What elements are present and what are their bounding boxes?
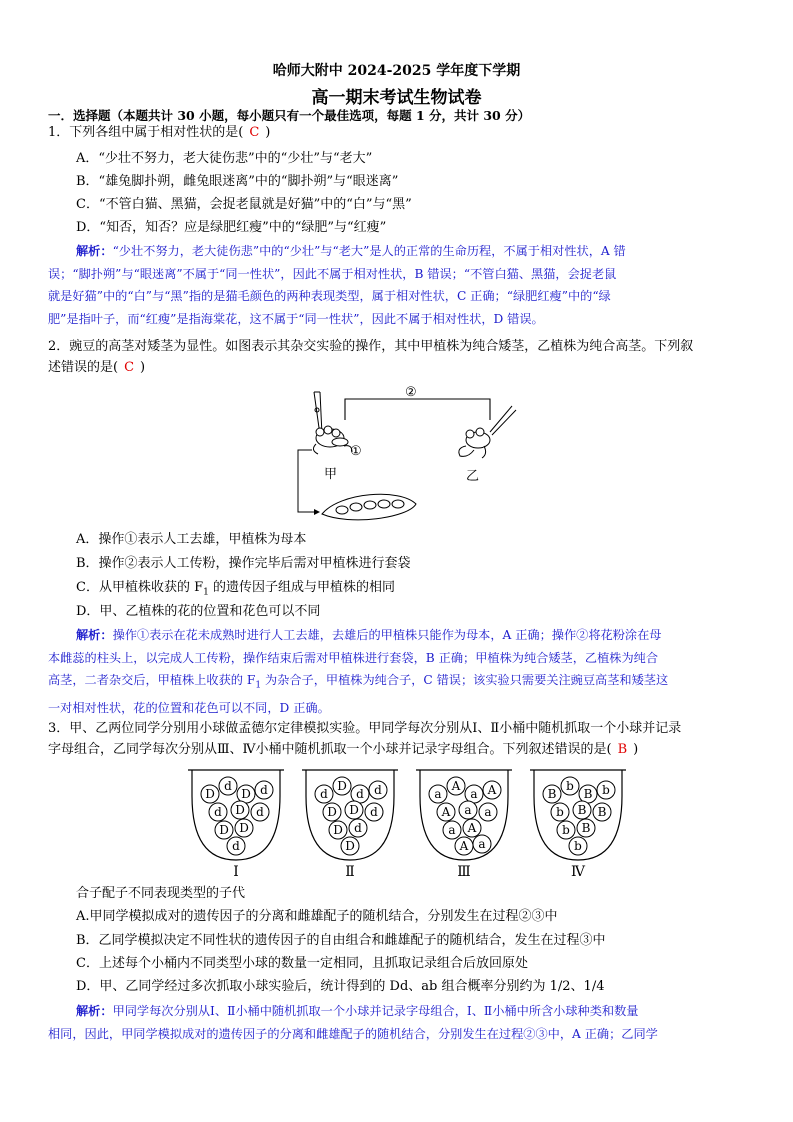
q2-exp-label: 解析： (76, 628, 113, 642)
ball-label: B (547, 787, 557, 801)
q2-exp-line: 本雌蕊的柱头上，以完成人工传粉，操作结束后需对甲植株进行套袋，B 正确；甲植株为纯合矮茎，乙植株为纯合 (48, 650, 659, 665)
op1-label: ① (350, 444, 362, 459)
ball-label: d (356, 787, 364, 801)
q2-stem-line: 述错误的是( (48, 360, 119, 375)
ball-label: D (205, 787, 215, 801)
ball-label: A (487, 783, 497, 797)
q2-option-c (76, 577, 756, 604)
label-yi: 乙 (466, 469, 480, 484)
q1-explanation (48, 240, 748, 330)
q3-stem (48, 718, 748, 760)
ball-label: B (597, 805, 607, 819)
ball-label: a (484, 805, 492, 819)
q3-exp-label: 解析： (76, 1004, 113, 1018)
q2-option-c-sub: 1 (203, 587, 209, 598)
ball-label: D (239, 821, 249, 835)
q3-option-d: D．甲、乙同学经过多次抓取小球实验后，统计得到的 Dd、ab 组合概率分别约为 1/2、1/4 (76, 979, 605, 994)
q1-exp-line: “少壮不努力，老大徒伤悲”中的“少壮”与“老大”是人的正常的生命历程，不属于相对性状，A 错 (112, 244, 626, 258)
bucket (416, 770, 512, 880)
q3-stem-line: 3．甲、乙两位同学分别用小球做孟德尔定律模拟实验。甲同学每次分别从Ⅰ、Ⅱ小桶中随机抓取一个小球并记录 (48, 721, 682, 736)
q2-exp-line: 一对相对性状，花的位置和花色可以不同，D 正确。 (48, 701, 330, 716)
ball-label: b (574, 839, 582, 853)
ball-label: a (464, 803, 472, 817)
bucket (302, 770, 398, 880)
q3-exp-line: 甲同学每次分别从Ⅰ、Ⅱ小桶中随机抓取一个小球并记录字母组合，Ⅰ、Ⅱ小桶中所含小球种类和数量 (112, 1004, 639, 1018)
q2-stem (48, 336, 748, 378)
ball-label: A (459, 839, 469, 853)
ball-label: b (602, 783, 610, 797)
ball-label: D (219, 823, 229, 837)
bucket-label: Ⅱ (345, 864, 355, 880)
q1-exp-line: 误；“脚扑朔”与“眼迷离”不属于“同一性状”，因此不属于相对性状，B 错误；“不管白猫、黑猫，会捉老鼠 (48, 266, 617, 281)
q1-stem-close: ) (265, 125, 271, 140)
ball-label: a (470, 787, 478, 801)
flower-yi-icon (459, 428, 490, 458)
ball-label: b (566, 779, 574, 793)
ball-label: d (354, 821, 362, 835)
q2-stem-line: 2．豌豆的高茎对矮茎为显性。如图表示其杂交实验的操作，其中甲植株为纯合矮茎，乙植株为纯合高茎。下列叙 (48, 339, 694, 354)
q1-stem-text: 1．下列各组中属于相对性状的是( (48, 125, 244, 140)
q2-exp-line: 高茎，二者杂交后，甲植株上收获的 F (48, 673, 256, 688)
bucket-label: Ⅰ (233, 864, 239, 880)
op2-label: ② (405, 385, 417, 400)
pea-pod-icon (322, 494, 416, 520)
ball-label: D (241, 787, 251, 801)
q3-option-b: B．乙同学模拟决定不同性状的遗传因子的自由组合和雌雄配子的随机结合，发生在过程③中 (76, 933, 606, 948)
q3-option-a: A.甲同学模拟成对的遗传因子的分离和雌雄配子的随机结合，分别发生在过程②③中 (76, 909, 558, 924)
ball-label: B (583, 787, 593, 801)
q2-exp-line: 为杂合子，甲植株为纯合子，C 错误；该实验只需要关注豌豆高茎和矮茎这 (261, 673, 669, 688)
ball-label: b (556, 805, 564, 819)
ball-label: A (441, 805, 451, 819)
ball-label: D (345, 839, 355, 853)
forceps-right-icon (490, 406, 516, 435)
ball-label: d (320, 787, 328, 801)
bucket-label: Ⅲ (457, 864, 471, 880)
flower-jia-icon (313, 426, 352, 454)
q2-cross-diagram (290, 380, 530, 530)
bucket (530, 770, 626, 880)
ball-label: d (370, 805, 378, 819)
q1-option-d: D．“知否，知否？应是绿肥红瘦”中的“绿肥”与“红瘦” (76, 220, 387, 235)
ball-label: b (562, 823, 570, 837)
ball-label: d (214, 805, 222, 819)
ball-label: D (235, 803, 245, 817)
q3-stem-line: 字母组合，乙同学每次分别从Ⅲ、Ⅳ小桶中随机抓取一个小球并记录字母组合。下列叙述错误的是( (48, 742, 612, 757)
bucket (188, 770, 284, 880)
ball-label: a (478, 837, 486, 851)
ball-label: D (349, 803, 359, 817)
ball-label: a (434, 787, 442, 801)
ball-label: d (260, 783, 268, 797)
ball-label: D (333, 823, 343, 837)
ball-label: d (224, 779, 232, 793)
ball-label: D (327, 805, 337, 819)
q3-stem-close: ) (633, 742, 639, 757)
q1-option-c: C．“不管白猫、黑猫，会捉老鼠就是好猫”中的“白”与“黑” (76, 197, 412, 212)
ball-label: D (337, 779, 347, 793)
ball-label: A (467, 821, 477, 835)
q1-exp-line: 就是好猫”中的“白”与“黑”指的是猫毛颜色的两种表现类型，属于相对性状，C 正确；“绿肥红瘦”中的“绿 (48, 289, 611, 304)
q1-stem (48, 122, 748, 143)
q2-option-a: A．操作①表示人工去雄，甲植株为母本 (76, 532, 307, 547)
q2-option-b: B．操作②表示人工传粉，操作完毕后需对甲植株进行套袋 (76, 556, 411, 571)
ball-label: d (256, 805, 264, 819)
q3-explanation (48, 1000, 748, 1045)
exam-title: 高一期末考试生物试卷 (311, 88, 482, 108)
q3-answer: B (617, 742, 628, 757)
ball-label: A (451, 779, 461, 793)
q2-exp-line: 操作①表示在花未成熟时进行人工去雄，去雄后的甲植株只能作为母本，A 正确；操作②将花粉涂在母 (112, 628, 662, 642)
q3-option-c: C．上述每个小桶内不同类型小球的数量一定相同，且抓取记录组合后放回原处 (76, 956, 528, 971)
q2-explanation (48, 624, 748, 720)
label-jia: 甲 (324, 467, 338, 482)
ball-label: d (374, 783, 382, 797)
q2-option-c-text: C．从甲植株收获的 F (76, 580, 204, 595)
ball-label: d (232, 839, 240, 853)
q2-option-c-text: 的遗传因子组成与甲植株的相同 (208, 580, 395, 595)
ball-label: a (448, 823, 456, 837)
ball-label: B (581, 821, 591, 835)
q3-exp-line: 相同，因此，甲同学模拟成对的遗传因子的分离和雌雄配子的随机结合，分别发生在过程②③中，A 正确；乙同学 (48, 1026, 658, 1041)
q3-buckets-figure (180, 764, 640, 880)
q1-exp-line: 肥”是指叶子，而“红瘦”是指海棠花，这不属于“同一性状”，因此不属于相对性状，D 错误。 (48, 311, 544, 326)
bucket-label: Ⅳ (571, 864, 585, 880)
q1-option-a: A．“少壮不努力，老大徒伤悲”中的“少壮”与“老大” (76, 151, 373, 166)
school-term-title: 哈师大附中 2024-2025 学年度下学期 (272, 63, 521, 79)
q1-exp-label: 解析： (76, 244, 113, 258)
q2-option-d: D．甲、乙植株的花的位置和花色可以不同 (76, 604, 321, 619)
q2-stem-close: ) (140, 360, 146, 375)
q1-answer: C (249, 125, 260, 140)
ball-label: B (577, 803, 587, 817)
section-heading: 一．选择题（本题共计 30 小题，每小题只有一个最佳选项，每题 1 分，共计 30 分） (48, 108, 531, 123)
q3-caption: 合子配子不同表现类型的子代 (76, 886, 246, 901)
q2-answer: C (124, 360, 135, 375)
q2-exp-sub: 1 (255, 680, 262, 691)
q1-option-b: B．“雄兔脚扑朔，雌兔眼迷离”中的“脚扑朔”与“眼迷离” (76, 174, 399, 189)
